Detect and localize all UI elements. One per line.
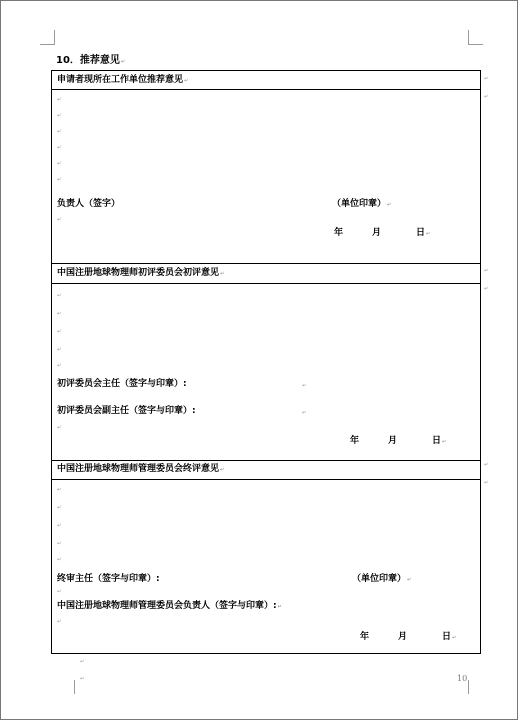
paragraph-mark: ↵ <box>57 97 62 103</box>
paragraph-mark: ↵ <box>57 161 62 167</box>
date-month: 月 <box>398 632 408 642</box>
paragraph-mark: ↵ <box>57 619 62 625</box>
date-day: 日↵ <box>416 228 431 238</box>
crop-mark-bottom-left <box>60 680 75 694</box>
seal-label: （单位印章）↵ <box>352 574 412 584</box>
paragraph-mark: ↵ <box>57 311 62 317</box>
section-heading <box>56 51 125 66</box>
recommendation-table <box>51 70 481 654</box>
divider <box>52 460 480 461</box>
seal-label: （单位印章）↵ <box>332 199 392 209</box>
paragraph-mark: ↵ <box>57 129 62 135</box>
divider <box>52 263 480 264</box>
paragraph-mark: ↵ <box>57 329 62 335</box>
paragraph-mark: ↵ <box>302 383 307 389</box>
signer-label: 负责人（签字） <box>57 199 121 209</box>
paragraph-mark: ↵ <box>57 113 62 119</box>
paragraph-mark: ↵ <box>484 268 489 274</box>
paragraph-mark: ↵ <box>57 541 62 547</box>
divider <box>52 283 480 284</box>
paragraph-mark: ↵ <box>57 589 62 595</box>
paragraph-mark: ↵ <box>57 487 62 493</box>
paragraph-mark: ↵ <box>57 523 62 529</box>
date-year: 年 <box>360 632 370 642</box>
crop-mark-bottom-right <box>468 680 483 694</box>
block-2-header: 中国注册地球物理师初评委员会初评意见↵ <box>57 268 225 278</box>
chair-signature-label: 初评委员会主任（签字与印章）: <box>57 379 187 389</box>
block-1-header: 申请者现所在工作单位推荐意见↵ <box>57 75 189 85</box>
date-day: 日↵ <box>442 632 457 642</box>
paragraph-mark: ↵ <box>302 410 307 416</box>
divider <box>52 89 480 90</box>
paragraph-mark: ↵ <box>484 94 489 100</box>
paragraph-mark: ↵ <box>57 505 62 511</box>
committee-head-signature-label: 中国注册地球物理师管理委员会负责人（签字与印章）:↵ <box>57 601 282 611</box>
date-year: 年 <box>334 228 344 238</box>
paragraph-mark: ↵ <box>57 363 62 369</box>
paragraph-mark: ↵ <box>57 425 62 431</box>
paragraph-mark: ↵ <box>484 480 489 486</box>
section-number: 10 <box>56 55 70 66</box>
date-day: 日↵ <box>432 436 447 446</box>
paragraph-mark: ↵ <box>57 293 62 299</box>
block-3-header: 中国注册地球物理师管理委员会终评意见↵ <box>57 464 225 474</box>
date-month: 月 <box>388 436 398 446</box>
page-number: 10 <box>457 674 468 683</box>
crop-mark-top-left <box>40 30 55 45</box>
paragraph-mark: ↵ <box>484 286 489 292</box>
vice-chair-signature-label: 初评委员会副主任（签字与印章）: <box>57 406 196 416</box>
paragraph-mark: ↵ <box>80 676 85 682</box>
paragraph-mark: ↵ <box>57 557 62 563</box>
paragraph-mark: ↵ <box>57 347 62 353</box>
crop-mark-top-right <box>468 30 483 45</box>
date-month: 月 <box>372 228 382 238</box>
section-separator: ． <box>69 55 80 66</box>
divider <box>52 479 480 480</box>
paragraph-mark: ↵ <box>57 145 62 151</box>
paragraph-mark: ↵ <box>80 659 85 665</box>
section-title: 推荐意见 <box>79 55 120 66</box>
paragraph-mark: ↵ <box>120 59 126 65</box>
paragraph-mark: ↵ <box>57 177 62 183</box>
paragraph-mark: ↵ <box>484 76 489 82</box>
paragraph-mark: ↵ <box>484 462 489 468</box>
paragraph-mark: ↵ <box>57 217 62 223</box>
date-year: 年 <box>350 436 360 446</box>
final-review-signature-label: 终审主任（签字与印章）: <box>57 574 160 584</box>
